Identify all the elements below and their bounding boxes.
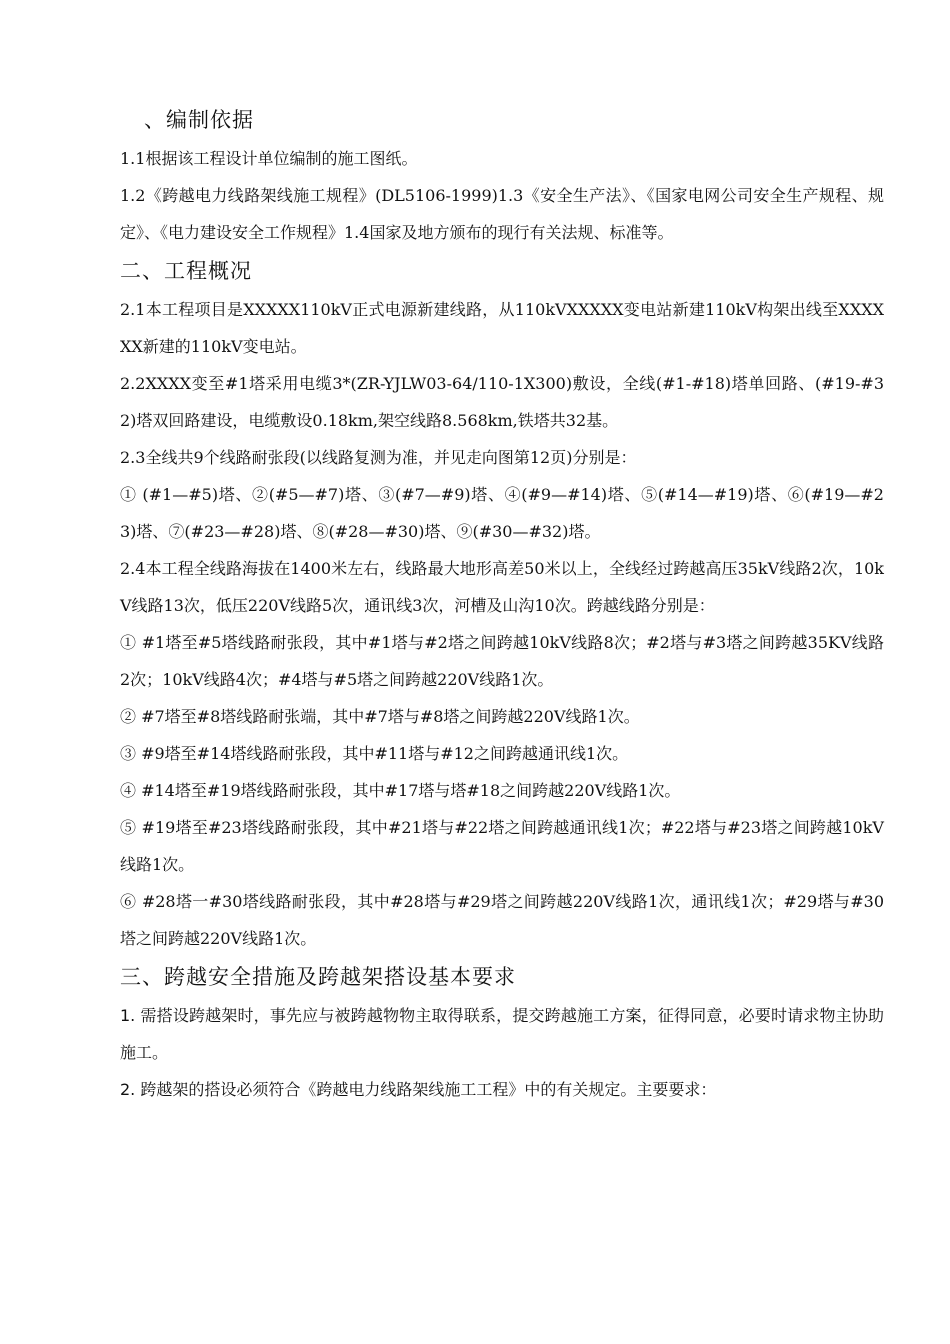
paragraph-tension-sections: ① (#1—#5)塔、②(#5—#7)塔、③(#7—#9)塔、④(#9—#14)塔、⑤(#14—#19)塔、⑥(#19—#23)塔、⑦(#23—#28)塔、⑧(#28—#30)塔、⑨(#30—#32)塔。 xyxy=(120,485,884,541)
paragraph-1-1: 1.1根据该工程设计单位编制的施工图纸。 xyxy=(120,149,418,168)
section-heading-basis: 、编制依据 xyxy=(144,108,254,132)
section-heading-safety: 三、跨越安全措施及跨越架搭设基本要求 xyxy=(120,965,516,989)
list-item-crossing-1: ① #1塔至#5塔线路耐张段，其中#1塔与#2塔之间跨越10kV线路8次；#2塔与#3塔之间跨越35KV线路2次；10kV线路4次；#4塔与#5塔之间跨越220V线路1次。 xyxy=(120,633,884,689)
paragraph-2-3: 2.3全线共9个线路耐张段(以线路复测为准，并见走向图第12页)分别是： xyxy=(120,448,637,467)
paragraph-2-2: 2.2XXXX变至#1塔采用电缆3*(ZR-YJLW03-64/110-1X300)敷设，全线(#1-#18)塔单回路、(#19-#32)塔双回路建设，电缆敷设0.18km,架空线路8.568km,铁塔共32基。 xyxy=(120,374,884,430)
paragraph-2-4: 2.4本工程全线路海拔在1400米左右，线路最大地形高差50米以上，全线经过跨越高压35kV线路2次，10kV线路13次，低压220V线路5次，通讯线3次，河槽及山沟10次。跨越线路分别是： xyxy=(120,559,884,615)
list-item-crossing-4: ④ #14塔至#19塔线路耐张段，其中#17塔与塔#18之间跨越220V线路1次。 xyxy=(120,781,681,800)
list-item-crossing-6: ⑥ #28塔一#30塔线路耐张段，其中#28塔与#29塔之间跨越220V线路1次，通讯线1次；#29塔与#30塔之间跨越220V线路1次。 xyxy=(120,892,884,948)
paragraph-2-1: 2.1本工程项目是XXXXX110kV正式电源新建线路，从110kVXXXXX变电站新建110kV构架出线至XXXXXX新建的110kV变电站。 xyxy=(120,300,884,356)
list-item-crossing-3: ③ #9塔至#14塔线路耐张段，其中#11塔与#12之间跨越通讯线1次。 xyxy=(120,744,629,763)
paragraph-1-2: 1.2《跨越电力线路架线施工规程》(DL5106-1999)1.3《安全生产法》、《国家电网公司安全生产规程、规定》、《电力建设安全工作规程》1.4国家及地方颁布的现行有关法规、标准等。 xyxy=(120,186,884,242)
list-item-crossing-5: ⑤ #19塔至#23塔线路耐张段，其中#21塔与#22塔之间跨越通讯线1次；#22塔与#23塔之间跨越10kV线路1次。 xyxy=(120,818,884,874)
document-page xyxy=(120,100,884,1108)
list-item-crossing-2: ② #7塔至#8塔线路耐张端，其中#7塔与#8塔之间跨越220V线路1次。 xyxy=(120,707,640,726)
list-item-safety-2: 2. 跨越架的搭设必须符合《跨越电力线路架线施工工程》中的有关规定。主要要求： xyxy=(120,1080,717,1099)
list-item-safety-1: 1. 需搭设跨越架时，事先应与被跨越物物主取得联系，提交跨越施工方案，征得同意，必要时请求物主协助施工。 xyxy=(120,1006,884,1062)
section-heading-overview: 二、工程概况 xyxy=(120,259,252,283)
